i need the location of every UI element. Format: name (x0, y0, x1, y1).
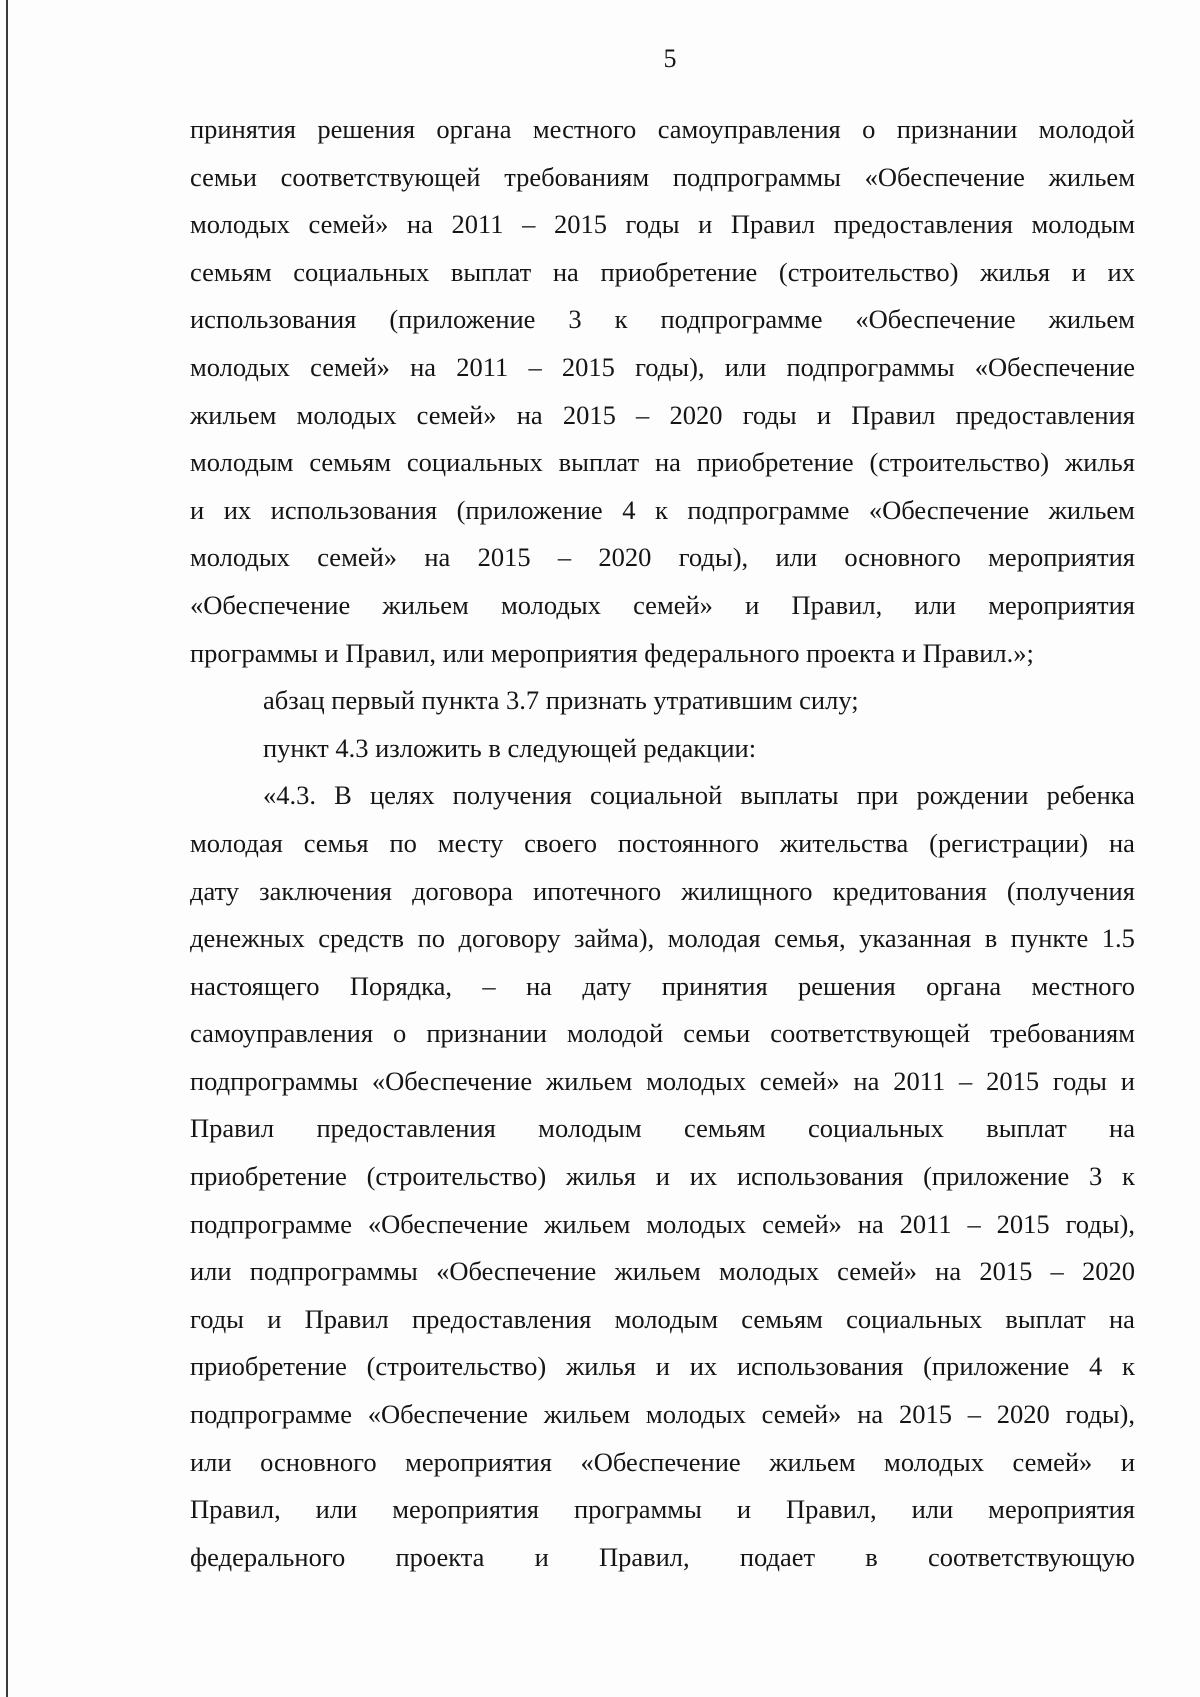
text-line: годы и Правил предоставления молодым семьям социальных выплат на (190, 1303, 1135, 1334)
text-line: семьи соответствующей требованиям подпрограммы «Обеспечение жильем (190, 161, 1135, 192)
text-line: молодых семей» на 2011 – 2015 годы и Правил предоставления молодым (190, 209, 1135, 240)
text-line: подпрограмме «Обеспечение жильем молодых семей» на 2011 – 2015 годы), (190, 1208, 1135, 1239)
text-line: дату заключения договора ипотечного жилищного кредитования (получения (190, 875, 1135, 906)
text-line: «Обеспечение жильем молодых семей» и Правил, или мероприятия (190, 589, 1135, 620)
text-line: Правил, или мероприятия программы и Правил, или мероприятия (190, 1494, 1135, 1525)
text-line: денежных средств по договору займа), молодая семья, указанная в пункте 1.5 (190, 923, 1135, 954)
text-line: жильем молодых семей» на 2015 – 2020 годы и Правил предоставления (190, 399, 1135, 430)
text-line: федерального проекта и Правил, подает в соответствующую (190, 1541, 1135, 1572)
text-line: молодая семья по месту своего постоянного жительства (регистрации) на (190, 827, 1135, 858)
text-line: настоящего Порядка, – на дату принятия решения органа местного (190, 970, 1135, 1001)
text-line: подпрограмме «Обеспечение жильем молодых семей» на 2015 – 2020 годы), (190, 1399, 1135, 1430)
text-line: или подпрограммы «Обеспечение жильем молодых семей» на 2015 – 2020 (190, 1256, 1135, 1287)
scan-edge-line (6, 0, 8, 1697)
text-line: «4.3. В целях получения социальной выплаты при рождении ребенка (263, 780, 1135, 811)
text-line: приобретение (строительство) жилья и их использования (приложение 4 к (190, 1351, 1135, 1382)
text-line: подпрограммы «Обеспечение жильем молодых семей» на 2011 – 2015 годы и (190, 1065, 1135, 1096)
body-text (190, 106, 1135, 1581)
text-line: молодых семей» на 2015 – 2020 годы), или основного мероприятия (190, 542, 1135, 573)
text-line: пункт 4.3 изложить в следующей редакции: (263, 732, 757, 763)
text-line: принятия решения органа местного самоуправления о признании молодой (190, 114, 1135, 144)
text-line: абзац первый пункта 3.7 признать утратившим силу; (263, 685, 859, 716)
text-line: и их использования (приложение 4 к подпрограмме «Обеспечение жильем (190, 494, 1135, 525)
text-line: использования (приложение 3 к подпрограмме «Обеспечение жильем (190, 304, 1135, 335)
text-line: молодых семей» на 2011 – 2015 годы), или подпрограммы «Обеспечение (190, 351, 1135, 382)
page-number: 5 (663, 44, 677, 73)
text-line: молодым семьям социальных выплат на приобретение (строительство) жилья (190, 447, 1135, 478)
text-line: приобретение (строительство) жилья и их использования (приложение 3 к (190, 1161, 1135, 1192)
text-line: Правил предоставления молодым семьям социальных выплат на (190, 1113, 1135, 1144)
text-line: самоуправления о признании молодой семьи соответствующей требованиям (190, 1018, 1135, 1049)
text-line: семьям социальных выплат на приобретение (строительство) жилья и их (190, 256, 1135, 287)
text-line: программы и Правил, или мероприятия федерального проекта и Правил.»; (190, 637, 1034, 668)
text-line: или основного мероприятия «Обеспечение жильем молодых семей» и (190, 1446, 1135, 1477)
